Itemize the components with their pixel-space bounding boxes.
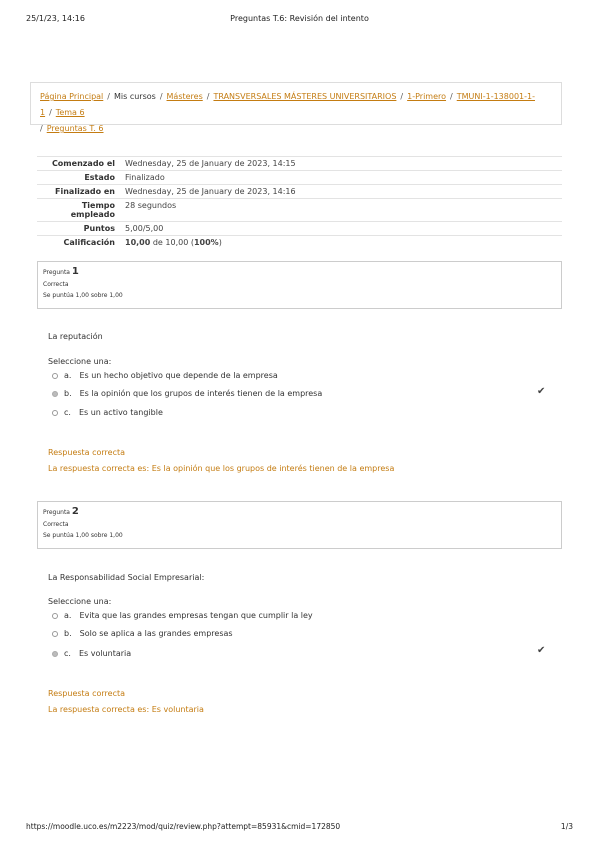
grade-mid: de 10,00 ( — [150, 238, 194, 247]
option-text: Es un activo tangible — [78, 408, 163, 417]
question-2-text: La Responsabilidad Social Empresarial: — [48, 573, 205, 582]
question-label: Pregunta — [43, 269, 70, 276]
summary-row-finished — [37, 185, 562, 199]
check-icon: ✔ — [537, 386, 546, 397]
breadcrumb-home[interactable]: Página Principal — [40, 92, 104, 101]
question-label: Pregunta — [43, 509, 70, 516]
check-icon: ✔ — [537, 645, 546, 656]
started-value: Wednesday, 25 de January de 2023, 14:15 — [125, 159, 296, 168]
time-value: 28 segundos — [125, 201, 177, 210]
breadcrumb-tema[interactable]: Tema 6 — [55, 108, 85, 117]
breadcrumb-my-courses: Mis cursos — [113, 92, 156, 101]
summary-row-grade — [37, 236, 562, 250]
option-letter: a. — [64, 371, 72, 380]
radio-icon[interactable] — [52, 410, 58, 416]
question-1-option-c[interactable] — [52, 408, 163, 417]
grade-score: 10,00 — [125, 238, 151, 247]
breadcrumb-primero[interactable]: 1-Primero — [407, 92, 447, 101]
question-number — [43, 506, 556, 517]
time-label — [37, 199, 121, 222]
breadcrumb-quiz[interactable]: Preguntas T. 6 — [46, 124, 104, 133]
breadcrumb: Página Principal / Mis cursos / Másteres / TRANSVERSALES MÁSTERES UNIVERSITARIOS / 1-Primero / TMUNI-1-138001-1-1 / Tema 6 / Preguntas T. 6 — [30, 82, 562, 125]
summary-row-state — [37, 171, 562, 185]
breadcrumb-masters[interactable]: Másteres — [166, 92, 203, 101]
option-text: Es voluntaria — [78, 649, 132, 658]
option-text: Es la opinión que los grupos de interés tienen de la empresa — [79, 389, 323, 398]
question-1-correct-answer: La respuesta correcta es: Es la opinión que los grupos de interés tienen de la empresa — [48, 464, 395, 473]
state-value: Finalizado — [125, 173, 165, 182]
time-label-2: empleado — [70, 210, 115, 219]
radio-icon[interactable] — [52, 391, 58, 397]
grade-pct: 100% — [193, 238, 219, 247]
question-2-correct-answer: La respuesta correcta es: Es voluntaria — [48, 705, 204, 714]
summary-row-started — [37, 157, 562, 171]
print-datetime: 25/1/23, 14:16 — [26, 14, 85, 23]
option-letter: b. — [64, 629, 72, 638]
question-num: 2 — [71, 506, 79, 517]
question-2-prompt: Seleccione una: — [48, 597, 112, 606]
question-2-option-a[interactable] — [52, 611, 313, 620]
question-2-info — [37, 501, 562, 549]
points-value: 5,00/5,00 — [125, 224, 164, 233]
question-state: Correcta — [43, 521, 69, 528]
points-label: Puntos — [83, 224, 115, 233]
finished-label: Finalizado en — [55, 187, 115, 196]
option-letter: b. — [64, 389, 72, 398]
option-text: Es un hecho objetivo que depende de la empresa — [79, 371, 278, 380]
finished-value: Wednesday, 25 de January de 2023, 14:16 — [125, 187, 296, 196]
option-letter: c. — [64, 408, 71, 417]
question-2-option-c[interactable] — [52, 649, 131, 658]
grade-value — [121, 236, 562, 250]
grade-label: Calificación — [63, 238, 115, 247]
radio-icon[interactable] — [52, 373, 58, 379]
summary-row-points — [37, 222, 562, 236]
question-1-option-a[interactable] — [52, 371, 278, 380]
question-1-prompt: Seleccione una: — [48, 357, 112, 366]
attempt-summary-table — [37, 156, 562, 249]
option-letter: c. — [64, 649, 71, 658]
grade-end: ) — [218, 238, 222, 247]
question-1-text: La reputación — [48, 332, 103, 341]
time-label-1: Tiempo — [81, 201, 115, 210]
radio-icon[interactable] — [52, 631, 58, 637]
question-score: Se puntúa 1,00 sobre 1,00 — [43, 532, 123, 539]
radio-icon[interactable] — [52, 651, 58, 657]
option-letter: a. — [64, 611, 72, 620]
question-number — [43, 266, 556, 277]
question-num: 1 — [71, 266, 79, 277]
breadcrumb-course[interactable]: TMUNI-1-138001-1-1 — [40, 92, 535, 117]
print-title: Preguntas T.6: Revisión del intento — [230, 14, 369, 23]
question-1-feedback: Respuesta correcta — [48, 448, 126, 457]
question-1-option-b[interactable] — [52, 389, 322, 398]
question-score: Se puntúa 1,00 sobre 1,00 — [43, 292, 123, 299]
print-page-number: 1/3 — [560, 822, 573, 831]
radio-icon[interactable] — [52, 613, 58, 619]
print-url: https://moodle.uco.es/m2223/mod/quiz/review.php?attempt=85931&cmid=172850 — [26, 822, 341, 831]
question-state: Correcta — [43, 281, 69, 288]
question-2-option-b[interactable] — [52, 629, 233, 638]
option-text: Solo se aplica a las grandes empresas — [79, 629, 233, 638]
state-label: Estado — [84, 173, 115, 182]
question-1-info — [37, 261, 562, 309]
started-label: Comenzado el — [51, 159, 115, 168]
summary-row-time — [37, 199, 562, 222]
breadcrumb-transversales[interactable]: TRANSVERSALES MÁSTERES UNIVERSITARIOS — [213, 92, 397, 101]
question-2-feedback: Respuesta correcta — [48, 689, 126, 698]
option-text: Evita que las grandes empresas tengan que cumplir la ley — [79, 611, 313, 620]
